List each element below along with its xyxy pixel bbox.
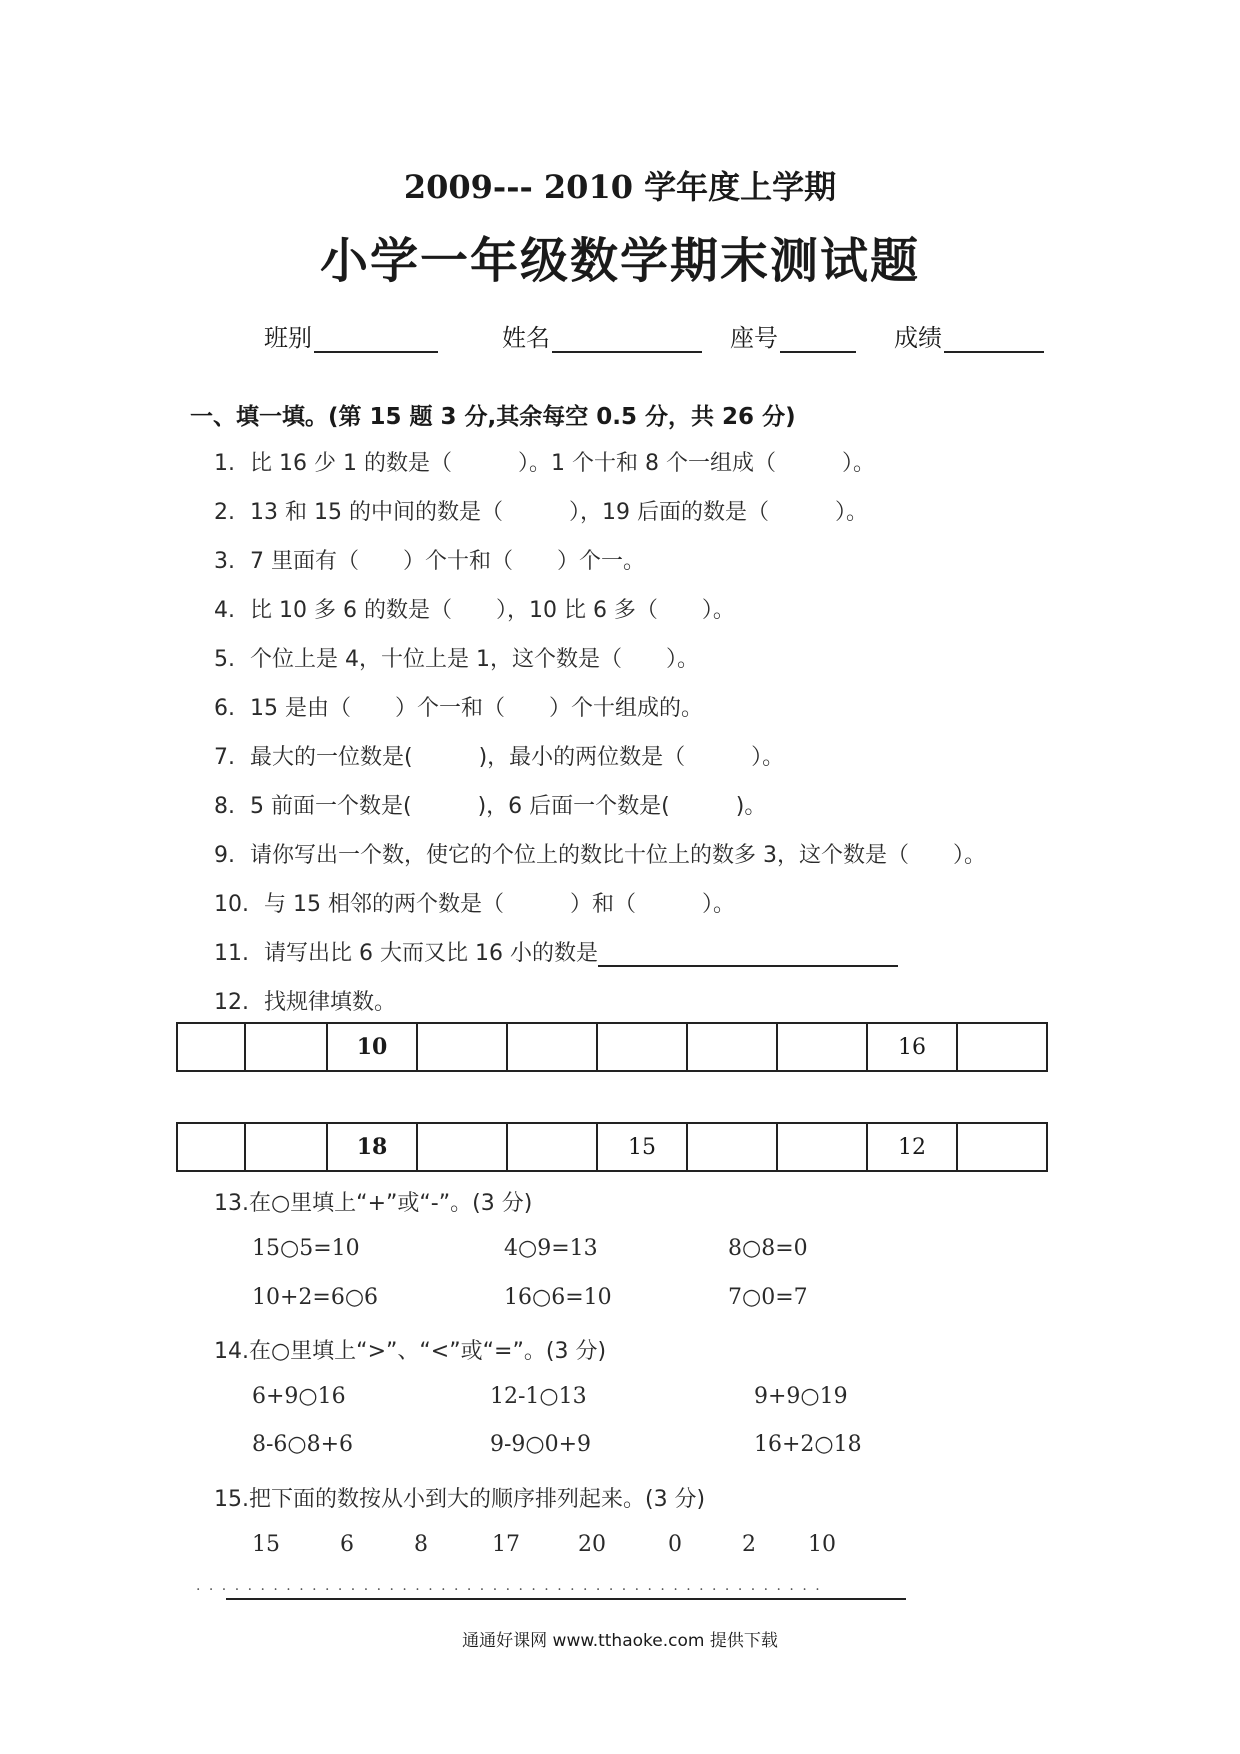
dotted-divider: · · · · · · · · · · · · · · · · · · · · · · · · · · · · · · · · · · · · · · · · · · · · · · · · · <box>196 1582 822 1598</box>
name-label: 姓名 <box>502 324 550 352</box>
question-text: 请写出比 6 大而又比 16 小的数是 <box>264 941 598 966</box>
sort-number: 6 <box>340 1532 354 1557</box>
question-text: 比 16 少 1 的数是（ ）。1 个十和 8 个一组成（ ）。 <box>250 451 875 476</box>
sequence-cell[interactable] <box>957 1023 1047 1071</box>
question-number: 11. <box>214 941 249 966</box>
question-7 <box>214 740 784 771</box>
question-number: 6. <box>214 696 235 721</box>
sequence-cell[interactable] <box>777 1023 867 1071</box>
expression: 15○5=10 <box>252 1236 360 1261</box>
class-field[interactable] <box>264 318 438 353</box>
expression: 9-9○0+9 <box>490 1432 592 1457</box>
question-3 <box>214 544 645 575</box>
sequence-cell[interactable] <box>957 1123 1047 1171</box>
sequence-cell[interactable] <box>245 1123 327 1171</box>
question-number: 7. <box>214 745 235 770</box>
question-15-heading: 15.把下面的数按从小到大的顺序排列起来。(3 分) <box>214 1487 706 1512</box>
sequence-cell[interactable] <box>507 1023 597 1071</box>
section-heading: 一、填一填。(第 15 题 3 分,其余每空 0.5 分，共 26 分) <box>190 404 796 430</box>
sequence-table-2 <box>176 1122 1048 1172</box>
class-blank[interactable] <box>314 327 438 353</box>
sequence-cell[interactable] <box>687 1123 777 1171</box>
question-text: 15 是由（ ）个一和（ ）个十组成的。 <box>250 696 703 721</box>
page-title: 小学一年级数学期末测试题 <box>319 233 920 289</box>
question-number: 9. <box>214 843 235 868</box>
question-text: 5 前面一个数是( )，6 后面一个数是( )。 <box>250 794 767 819</box>
seat-label: 座号 <box>730 324 778 352</box>
question-number: 5. <box>214 647 235 672</box>
sequence-cell[interactable] <box>507 1123 597 1171</box>
expression: 4○9=13 <box>504 1236 598 1261</box>
sort-number: 17 <box>492 1532 520 1557</box>
expression: 12-1○13 <box>490 1384 587 1409</box>
expression: 16○6=10 <box>504 1285 612 1310</box>
question-text: 最大的一位数是( )，最小的两位数是（ ）。 <box>250 745 785 770</box>
sequence-cell: 10 <box>327 1023 417 1071</box>
sequence-cell: 16 <box>867 1023 957 1071</box>
score-blank[interactable] <box>944 327 1044 353</box>
question-number: 4. <box>214 598 235 623</box>
score-label: 成绩 <box>894 324 942 352</box>
question-9 <box>214 838 986 869</box>
question-text: 个位上是 4，十位上是 1，这个数是（ ）。 <box>250 647 699 672</box>
question-11 <box>214 936 898 967</box>
name-field[interactable] <box>502 318 702 353</box>
sequence-cell: 18 <box>327 1123 417 1171</box>
sort-number: 0 <box>668 1532 682 1557</box>
sequence-cell[interactable] <box>777 1123 867 1171</box>
sort-number: 8 <box>414 1532 428 1557</box>
expression: 7○0=7 <box>728 1285 808 1310</box>
sequence-cell[interactable] <box>687 1023 777 1071</box>
expression: 10+2=6○6 <box>252 1285 379 1310</box>
question-1 <box>214 446 875 477</box>
sequence-cell: 12 <box>867 1123 957 1171</box>
sequence-cell: 15 <box>597 1123 687 1171</box>
sort-number: 10 <box>808 1532 836 1557</box>
sequence-table-1 <box>176 1022 1048 1072</box>
question-6 <box>214 691 703 722</box>
question-text: 找规律填数。 <box>264 990 397 1015</box>
expression: 6+9○16 <box>252 1384 346 1409</box>
expression: 9+9○19 <box>754 1384 848 1409</box>
question-text: 13 和 15 的中间的数是（ ），19 后面的数是（ ）。 <box>250 500 868 525</box>
footer-divider <box>226 1598 906 1600</box>
question-2 <box>214 495 868 526</box>
question-5 <box>214 642 699 673</box>
table-row <box>177 1123 1047 1171</box>
seat-field[interactable] <box>730 318 856 353</box>
question-10 <box>214 887 735 918</box>
answer-line[interactable] <box>598 943 898 967</box>
sequence-cell[interactable] <box>597 1023 687 1071</box>
expression: 8-6○8+6 <box>252 1432 354 1457</box>
question-number: 10. <box>214 892 249 917</box>
score-field[interactable] <box>894 318 1044 353</box>
question-number: 12. <box>214 990 249 1015</box>
question-12 <box>214 985 396 1016</box>
question-14-heading: 14.在○里填上“>”、“<”或“=”。(3 分) <box>214 1339 607 1364</box>
sequence-cell[interactable] <box>417 1123 507 1171</box>
question-4 <box>214 593 735 624</box>
sort-number: 15 <box>252 1532 280 1557</box>
question-13-heading: 13.在○里填上“+”或“-”。(3 分) <box>214 1191 533 1216</box>
question-text: 请你写出一个数，使它的个位上的数比十位上的数多 3，这个数是（ ）。 <box>250 843 986 868</box>
sequence-cell[interactable] <box>177 1023 245 1071</box>
question-number: 3. <box>214 549 235 574</box>
expression: 16+2○18 <box>754 1432 862 1457</box>
expression: 8○8=0 <box>728 1236 808 1261</box>
sort-number: 2 <box>742 1532 756 1557</box>
seat-blank[interactable] <box>780 327 856 353</box>
sort-number: 20 <box>578 1532 606 1557</box>
question-number: 1. <box>214 451 235 476</box>
footer-text: 通通好课网 www.tthaoke.com 提供下载 <box>462 1631 778 1651</box>
sequence-cell[interactable] <box>417 1023 507 1071</box>
question-8 <box>214 789 766 820</box>
question-text: 与 15 相邻的两个数是（ ）和（ ）。 <box>264 892 735 917</box>
name-blank[interactable] <box>552 327 702 353</box>
class-label: 班别 <box>264 324 312 352</box>
sequence-cell[interactable] <box>177 1123 245 1171</box>
table-row <box>177 1023 1047 1071</box>
term-heading: 2009--- 2010 学年度上学期 <box>403 168 837 206</box>
question-number: 8. <box>214 794 235 819</box>
question-text: 比 10 多 6 的数是（ ），10 比 6 多（ ）。 <box>250 598 735 623</box>
question-number: 2. <box>214 500 235 525</box>
sequence-cell[interactable] <box>245 1023 327 1071</box>
question-text: 7 里面有（ ）个十和（ ）个一。 <box>250 549 645 574</box>
